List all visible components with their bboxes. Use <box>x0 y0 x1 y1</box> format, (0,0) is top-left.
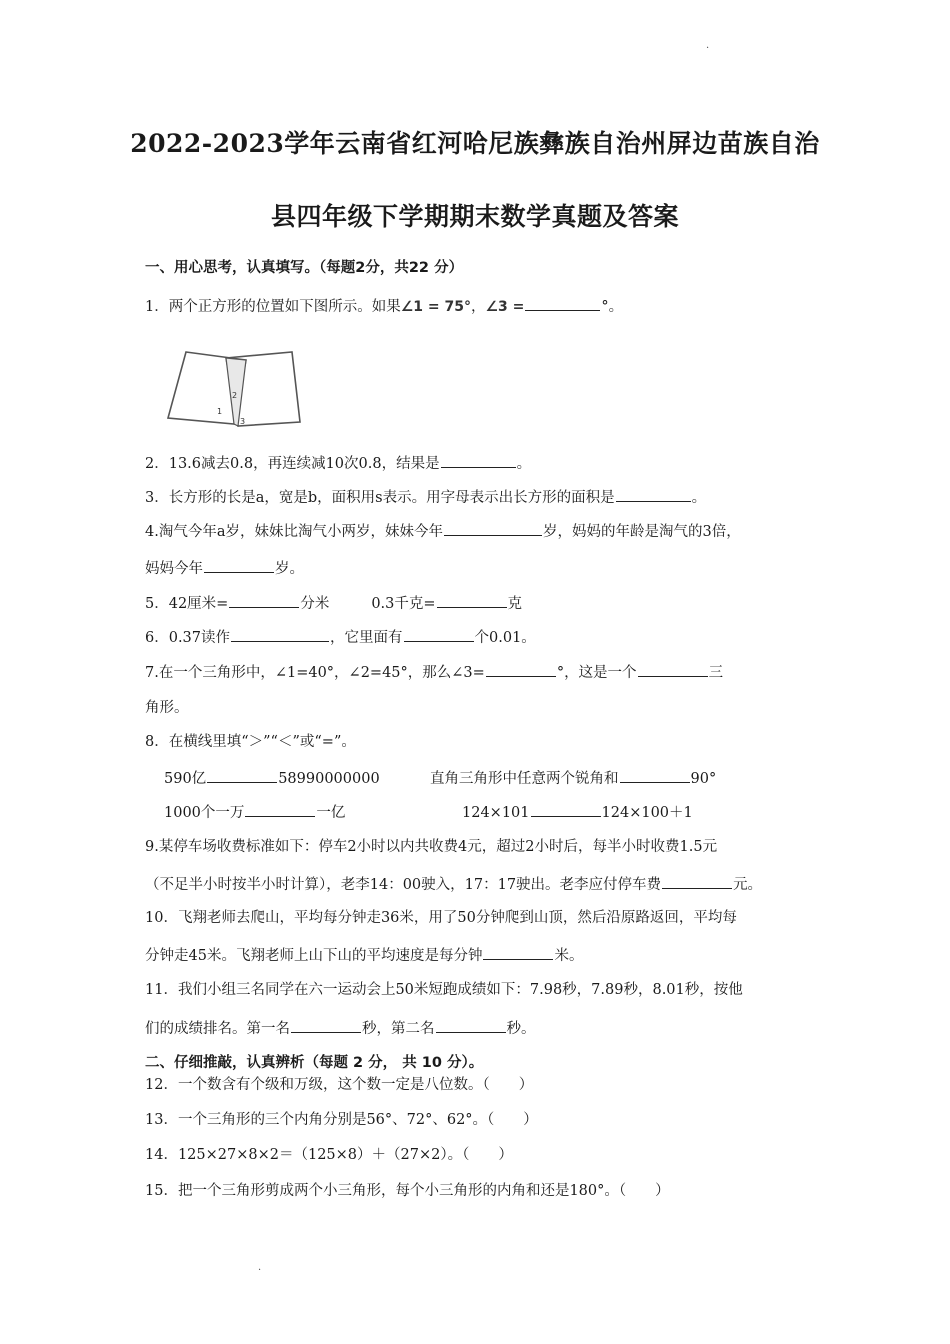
question-10: 10．飞翔老师去爬山，平均每分钟走36米，用了50分钟爬到山顶，然后沿原路返回，平均每 <box>145 910 737 926</box>
question-3: 3．长方形的长是a，宽是b，面积用s表示。用字母表示出长方形的面积是 。 <box>145 485 706 509</box>
question-2: 2．13.6减去0.8，再连续减10次0.8，结果是 。 <box>145 451 531 475</box>
question-6: 6．0.37读作 ，它里面有 个0.01。 <box>145 625 536 649</box>
answer-blank[interactable] <box>531 800 601 817</box>
two-squares-figure <box>164 348 304 432</box>
page-title-line1: 2022-2023学年云南省红河哈尼族彝族自治州屏边苗族自治 <box>130 129 820 158</box>
answer-blank[interactable] <box>404 625 474 642</box>
answer-blank[interactable] <box>620 766 690 783</box>
angle1-formula: ∠1 = 75° <box>400 299 471 315</box>
question-1: 1．两个正方形的位置如下图所示。如果∠1 = 75°，∠3 = °。 <box>145 294 623 318</box>
answer-blank[interactable] <box>291 1016 361 1033</box>
answer-blank[interactable] <box>231 625 329 642</box>
question-9-line2: （不足半小时按半小时计算），老李14：00驶入，17：17驶出。老李应付停车费 元。 <box>145 872 762 896</box>
angle3-formula: ∠3 = <box>485 299 525 315</box>
question-4: 4.淘气今年a岁，妹妹比淘气小两岁，妹妹今年 岁，妈妈的年龄是淘气的3倍， <box>145 519 741 543</box>
question-7-line2: 角形。 <box>145 700 189 716</box>
question-8-row2a: 1000个一万 一亿 <box>164 800 345 824</box>
figure-label-1: 1 <box>217 407 223 416</box>
question-4-line2: 妈妈今年 岁。 <box>145 556 304 580</box>
question-12: 12．一个数含有个级和万级，这个数一定是八位数。（ ） <box>145 1077 534 1093</box>
question-5: 5．42厘米= 分米 0.3千克= 克 <box>145 591 522 615</box>
question-11: 11．我们小组三名同学在六一运动会上50米短跑成绩如下：7.98秒，7.89秒，8.01秒，按他 <box>145 982 743 998</box>
answer-blank[interactable] <box>436 1016 506 1033</box>
figure-label-2: 2 <box>232 391 238 400</box>
answer-blank[interactable] <box>437 591 507 608</box>
section2-heading: 二、仔细推敲，认真辨析（每题 2 分， 共 10 分）。 <box>145 1055 484 1071</box>
answer-blank[interactable] <box>441 451 516 468</box>
answer-blank[interactable] <box>486 660 556 677</box>
corner-mark: · <box>706 43 710 54</box>
section1-heading: 一、用心思考，认真填写。（每题2分，共22 分） <box>145 260 464 276</box>
answer-blank[interactable] <box>207 766 277 783</box>
answer-blank[interactable] <box>229 591 299 608</box>
figure-label-3: 3 <box>240 417 246 426</box>
question-8: 8．在横线里填“＞”“＜”或“=”。 <box>145 734 356 750</box>
answer-blank[interactable] <box>204 556 274 573</box>
question-15: 15．把一个三角形剪成两个小三角形，每个小三角形的内角和还是180°。（ ） <box>145 1183 670 1199</box>
answer-blank[interactable] <box>483 943 553 960</box>
question-8-row2b: 124×101 124×100＋1 <box>462 800 693 824</box>
footer-mark: · <box>258 1265 262 1276</box>
question-14: 14．125×27×8×2＝（125×8）＋（27×2）。（ ） <box>145 1147 513 1163</box>
question-8-row1a: 590亿 58990000000 <box>164 766 380 790</box>
question-9: 9.某停车场收费标准如下：停车2小时以内共收费4元，超过2小时后，每半小时收费1.5元 <box>145 839 718 855</box>
answer-blank[interactable] <box>444 519 542 536</box>
page-title-line2: 县四年级下学期期末数学真题及答案 <box>270 202 679 231</box>
answer-blank[interactable] <box>245 800 315 817</box>
question-8-row1b: 直角三角形中任意两个锐角和 90° <box>430 766 716 790</box>
answer-blank[interactable] <box>638 660 708 677</box>
question-11-line2: 们的成绩排名。第一名 秒，第二名 秒。 <box>145 1016 536 1040</box>
answer-blank[interactable] <box>662 872 732 889</box>
question-7: 7.在一个三角形中，∠1=40°，∠2=45°，那么∠3= °，这是一个 三 <box>145 660 723 684</box>
question-10-line2: 分钟走45米。飞翔老师上山下山的平均速度是每分钟 米。 <box>145 943 583 967</box>
question-13: 13．一个三角形的三个内角分别是56°、72°、62°。（ ） <box>145 1112 538 1128</box>
answer-blank[interactable] <box>616 485 691 502</box>
answer-blank[interactable] <box>525 294 600 311</box>
